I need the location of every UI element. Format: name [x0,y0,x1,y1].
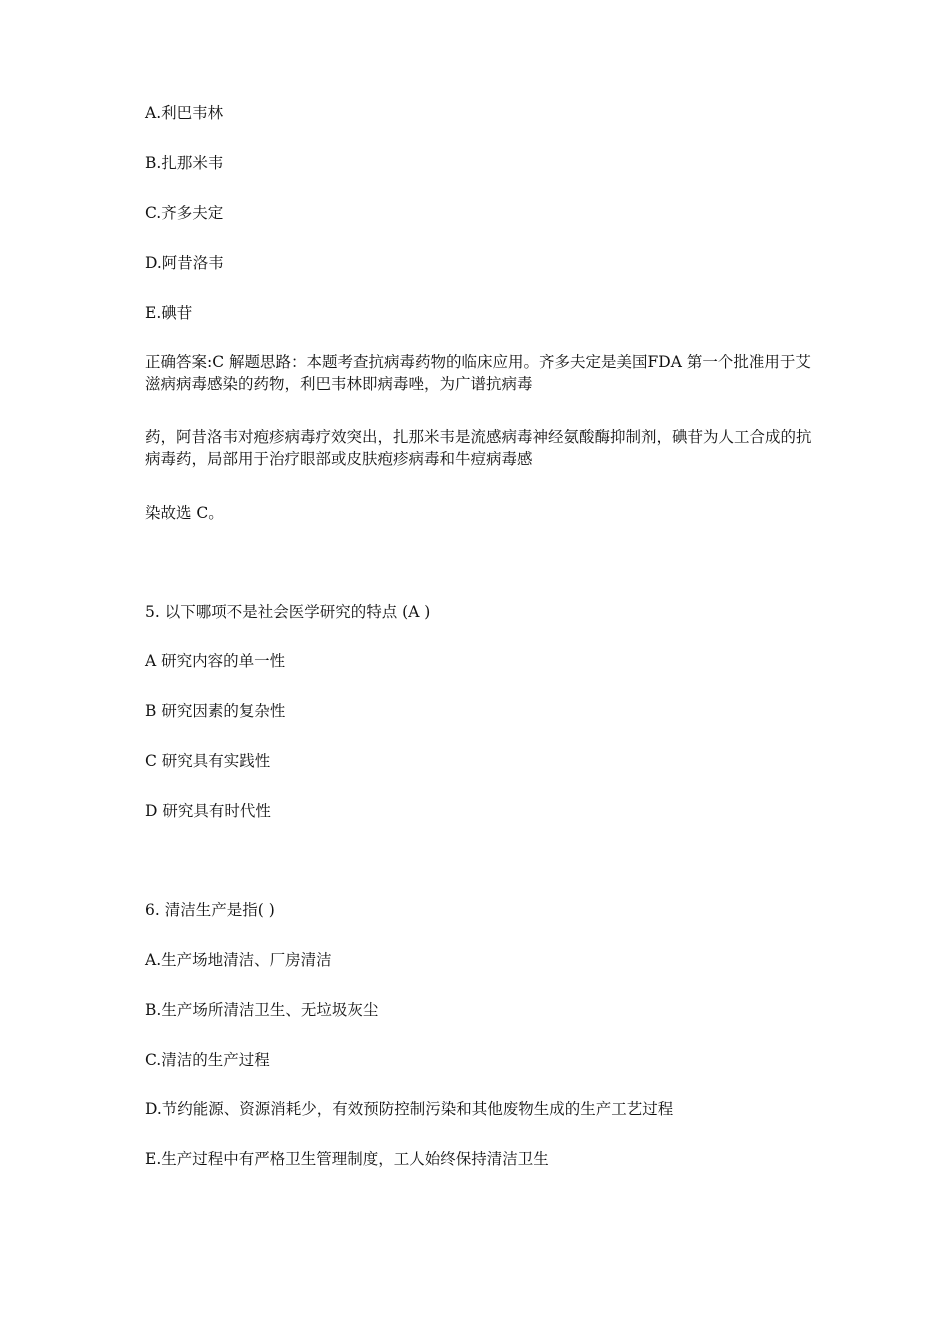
q6-option-d: D.节约能源、资源消耗少，有效预防控制污染和其他废物生成的生产工艺过程 [145,1100,674,1118]
q6-option-b: B.生产场所清洁卫生、无垃圾灰尘 [145,1001,379,1019]
q5-question: 5. 以下哪项不是社会医学研究的特点 (A ) [145,603,431,621]
q4-explanation-part-2: 药，阿昔洛韦对疱疹病毒疗效突出，扎那米韦是流感病毒神经氨酸酶抑制剂，碘苷为人工合成的抗病毒药，局部用于治疗眼部或皮肤疱疹病毒和牛痘病毒感 [145,428,812,468]
q4-option-a: A.利巴韦林 [145,104,224,122]
q5-option-a: A 研究内容的单一性 [145,652,286,670]
q4-explanation-part-3: 染故选 C。 [145,504,224,522]
q4-option-b: B.扎那米韦 [145,154,224,172]
q4-option-c: C.齐多夫定 [145,204,224,222]
q4-explanation-part-1: 正确答案:C 解题思路：本题考查抗病毒药物的临床应用。齐多夫定是美国FDA 第一个批准用于艾滋病病毒感染的药物，利巴韦林即病毒唑，为广谱抗病毒 [145,353,811,393]
q6-option-e: E.生产过程中有严格卫生管理制度，工人始终保持清洁卫生 [145,1150,549,1168]
q4-option-e: E.碘苷 [145,304,193,322]
q5-option-d: D 研究具有时代性 [145,802,271,820]
q4-option-d: D.阿昔洛韦 [145,254,224,272]
q5-option-b: B 研究因素的复杂性 [145,702,286,720]
q6-question: 6. 清洁生产是指( ) [145,901,275,919]
q6-option-c: C.清洁的生产过程 [145,1051,270,1069]
q6-option-a: A.生产场地清洁、厂房清洁 [145,951,332,969]
q5-option-c: C 研究具有实践性 [145,752,271,770]
